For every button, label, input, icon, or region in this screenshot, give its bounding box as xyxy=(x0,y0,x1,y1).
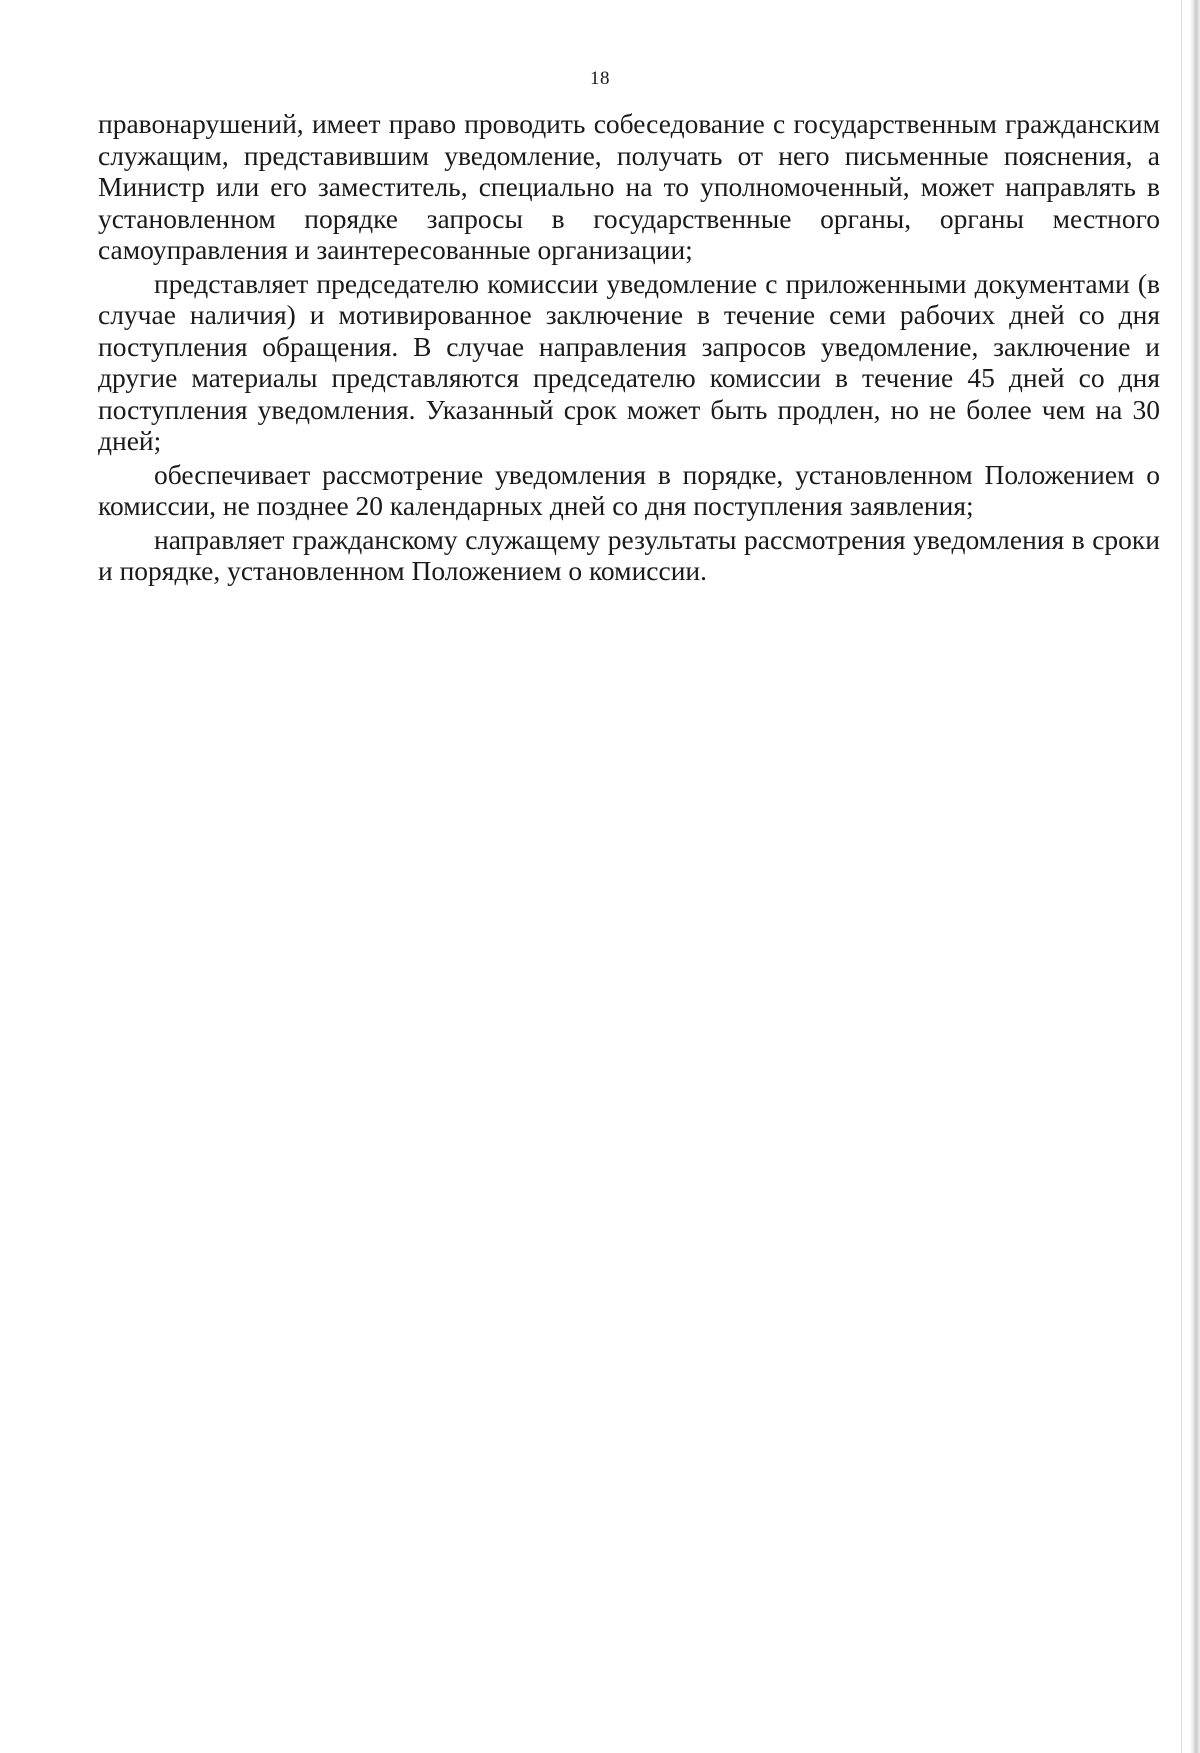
paragraph-ensures-consideration: обеспечивает рассмотрение уведомления в порядке, установленном Положением о комиссии, не позднее 20 календарных дней со дня поступления заявления; xyxy=(98,458,1160,521)
scan-edge-line xyxy=(1181,0,1182,1753)
page-number: 18 xyxy=(590,68,610,89)
paragraph-continuation: правонарушений, имеет право проводить собеседование с государственным гражданским служащим, представившим уведомление, получать от него письменные пояснения, а Министр или его заместитель, специально на то уполномоченный, может направлять в установленном порядке запросы в государственные органы, органы местного самоуправления и заинтересованные организации; xyxy=(98,108,1160,265)
paragraph-submits-to-chairman: представляет председателю комиссии уведомление с приложенными документами (в случае наличия) и мотивированное заключение в течение семи рабочих дней со дня поступления обращения. В случае направления запросов уведомление, заключение и другие материалы представляются председателю комиссии в течение 45 дней со дня поступления уведомления. Указанный срок может быть продлен, но не более чем на 30 дней; xyxy=(98,267,1160,456)
scan-edge-shadow xyxy=(1190,0,1200,1753)
paragraph-sends-results: направляет гражданскому служащему результаты рассмотрения уведомления в сроки и порядке, установленном Положением о комиссии. xyxy=(98,523,1160,586)
document-body xyxy=(98,108,1160,587)
